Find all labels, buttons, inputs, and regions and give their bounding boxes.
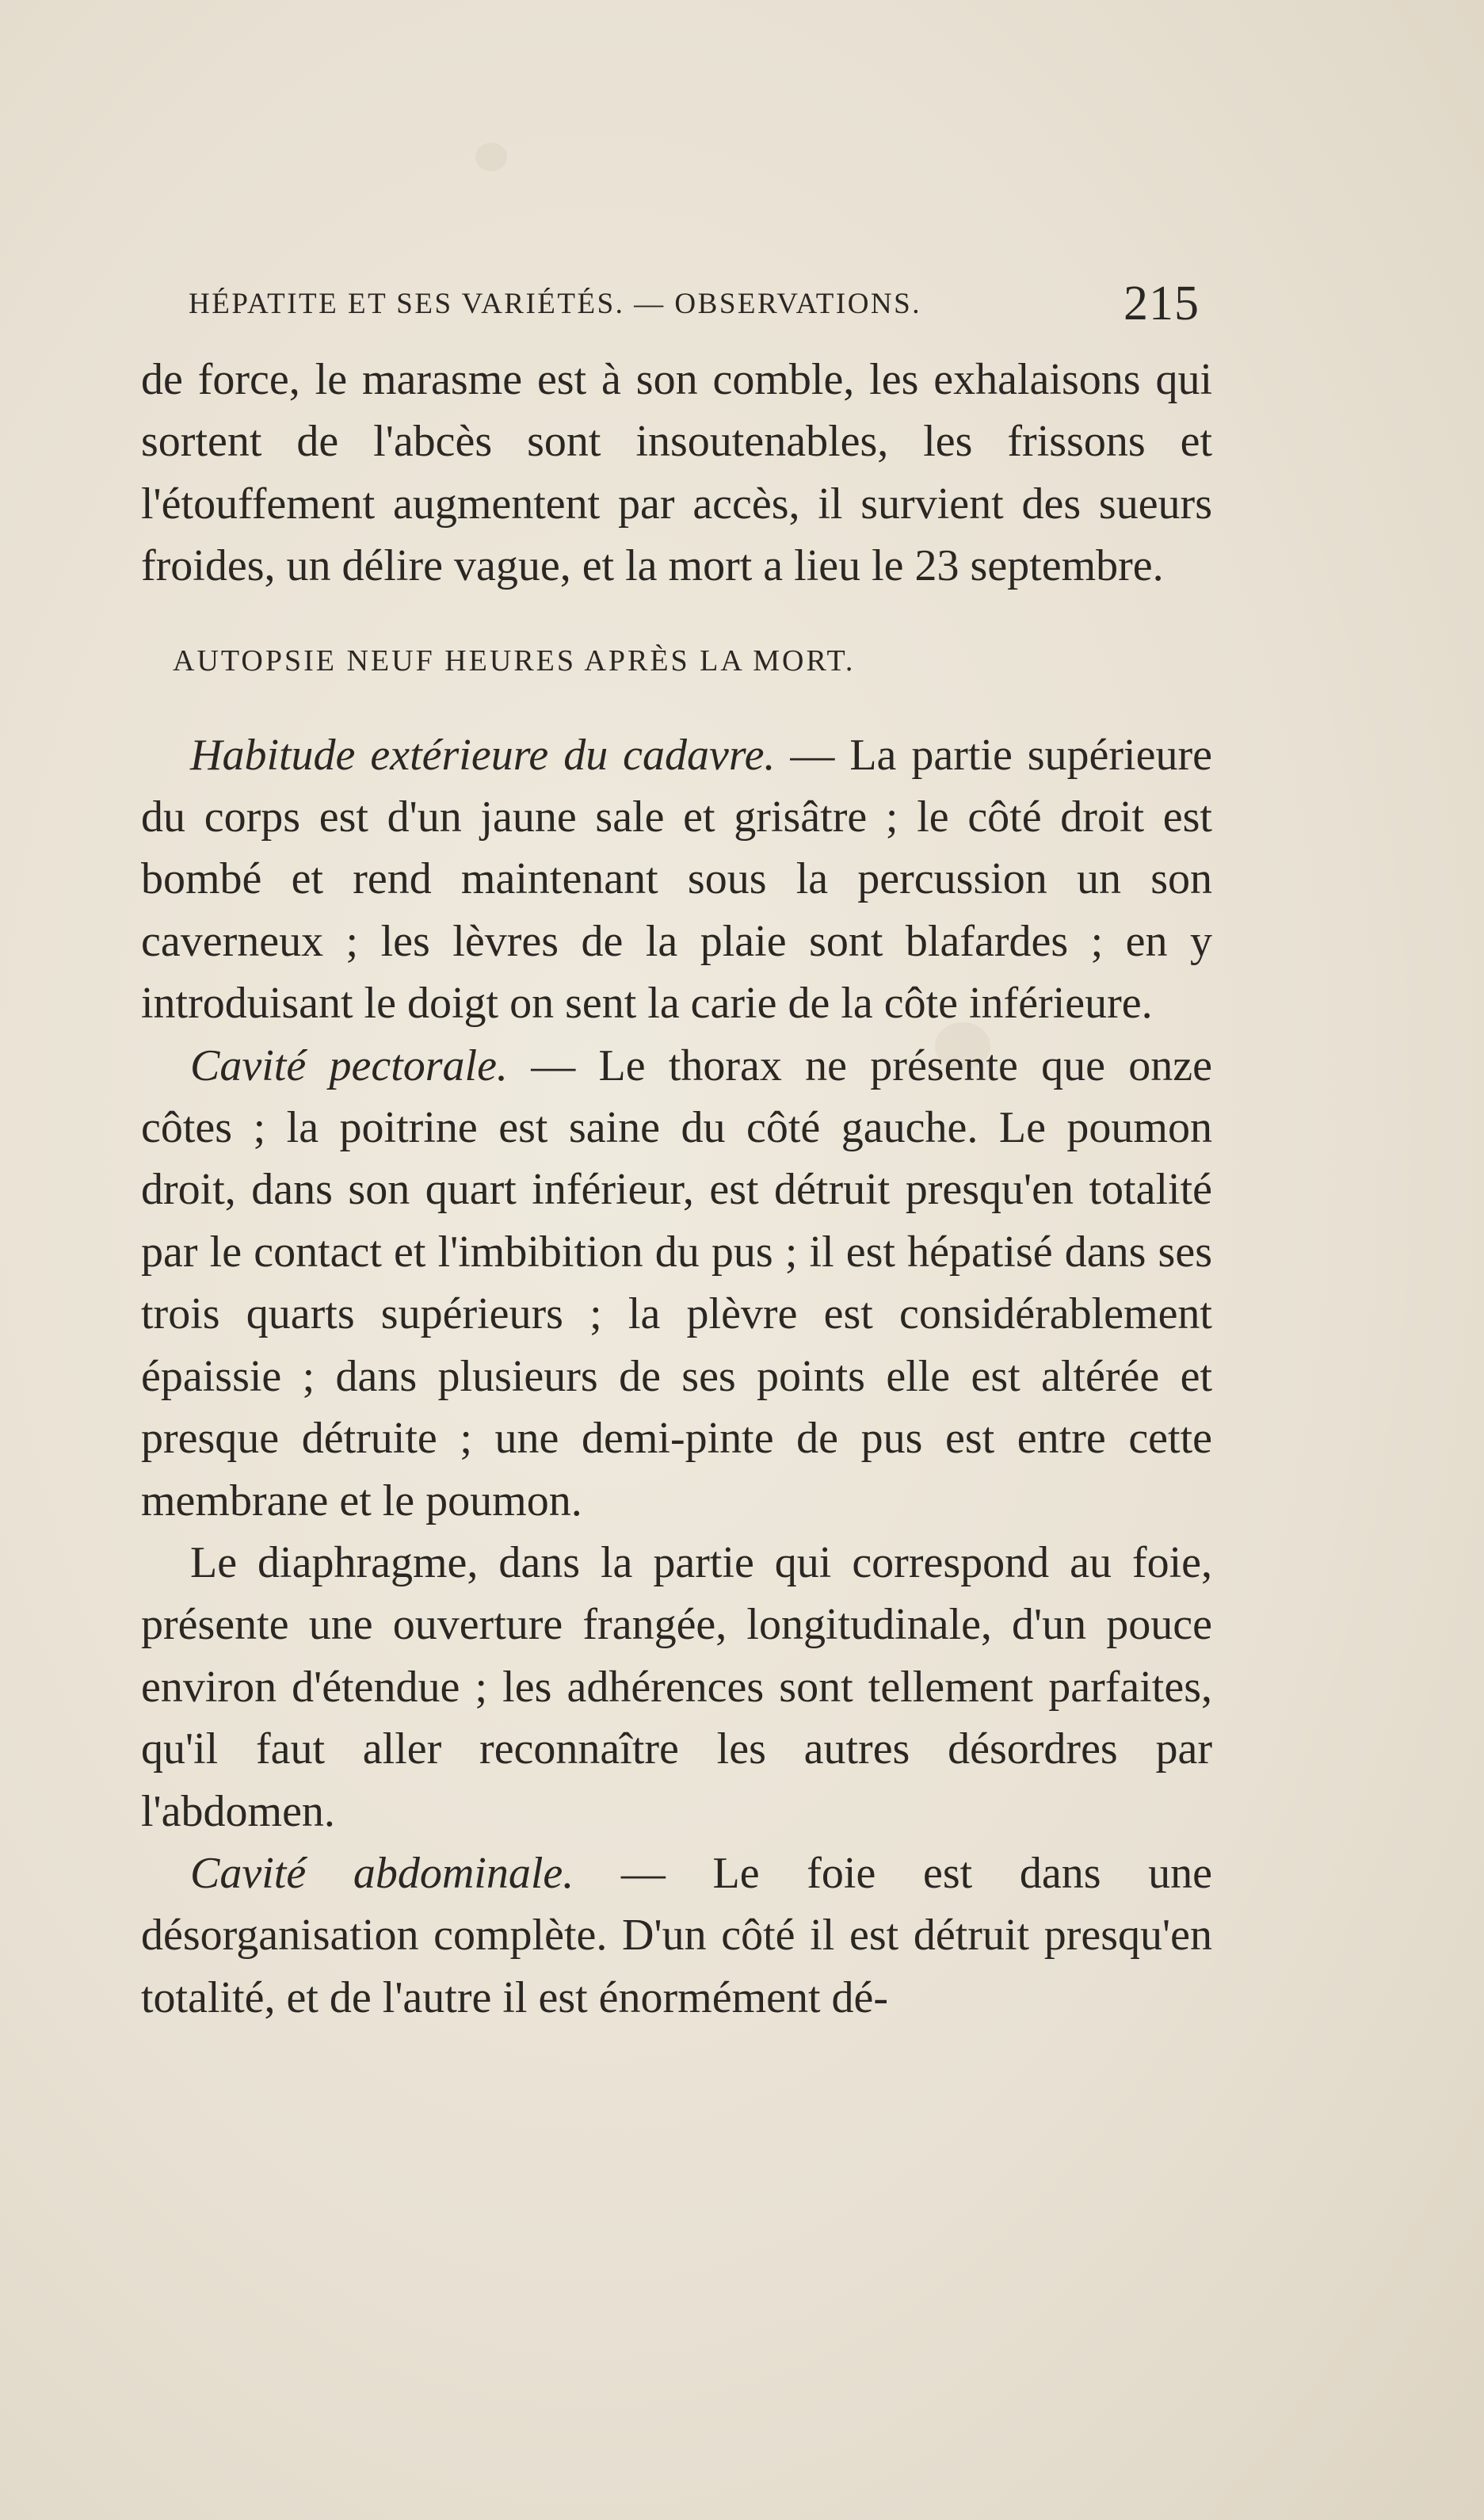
paper-stain: [475, 143, 507, 171]
section-heading: AUTOPSIE NEUF HEURES APRÈS LA MORT.: [173, 643, 856, 678]
paragraph-text: — Le thorax ne présente que onze côtes ; la poitrine est saine du côté gauche. Le poumon droit, dans son quart inférieur, est détruit presqu'en totalité par le contact et l'imbibition du pus ; il est hépatisé dans ses trois quarts supérieurs ; la plèvre est considérablement épaissie ; dans plusieurs de ses points elle est altérée et presque détruite ; une demi-pinte de pus est entre cette membrane et le poumon.: [141, 1040, 1212, 1525]
running-head-title: HÉPATITE ET SES VARIÉTÉS. — OBSERVATIONS.: [189, 288, 921, 320]
paragraph-lead: Cavité abdominale.: [190, 1848, 574, 1898]
page-number: 215: [1123, 277, 1200, 330]
paragraph-text: — La partie supérieure du corps est d'un jaune sale et grisâtre ; le côté droit est bombé et rend maintenant sous la percussion un son caverneux ; les lèvres de la plaie sont blafardes ; en y introduisant le doigt on sent la carie de la côte inférieure.: [141, 730, 1212, 1029]
paragraph-text: — Le foie est dans une désorganisation complète. D'un côté il est détruit presqu'en totalité, et de l'autre il est énormément dé-: [141, 1848, 1212, 2022]
running-head: [189, 276, 1219, 331]
paragraph-lead: Cavité pectorale.: [190, 1040, 508, 1090]
paragraph-lead: Habitude extérieure du cadavre.: [190, 730, 776, 780]
paragraph-habitude: [141, 724, 1212, 1035]
paragraph-diaphragme: Le diaphragme, dans la partie qui correspond au foie, présente une ouverture frangée, longitudinale, d'un pouce environ d'étendue ; les adhérences sont tellement parfaites, qu'il faut aller reconnaître les autres désordres par l'abdomen.: [141, 1537, 1212, 1836]
paragraph-continuation: de force, le marasme est à son comble, les exhalaisons qui sortent de l'abcès sont insoutenables, les frissons et l'étouffement augmentent par accès, il survient des sueurs froides, un délire vague, et la mort a lieu le 23 septembre.: [141, 355, 1212, 591]
paragraph-cavite-abdominale: [141, 1842, 1212, 2029]
paragraph-cavite-pectorale: [141, 1035, 1212, 1532]
body-text: [141, 349, 1212, 2029]
